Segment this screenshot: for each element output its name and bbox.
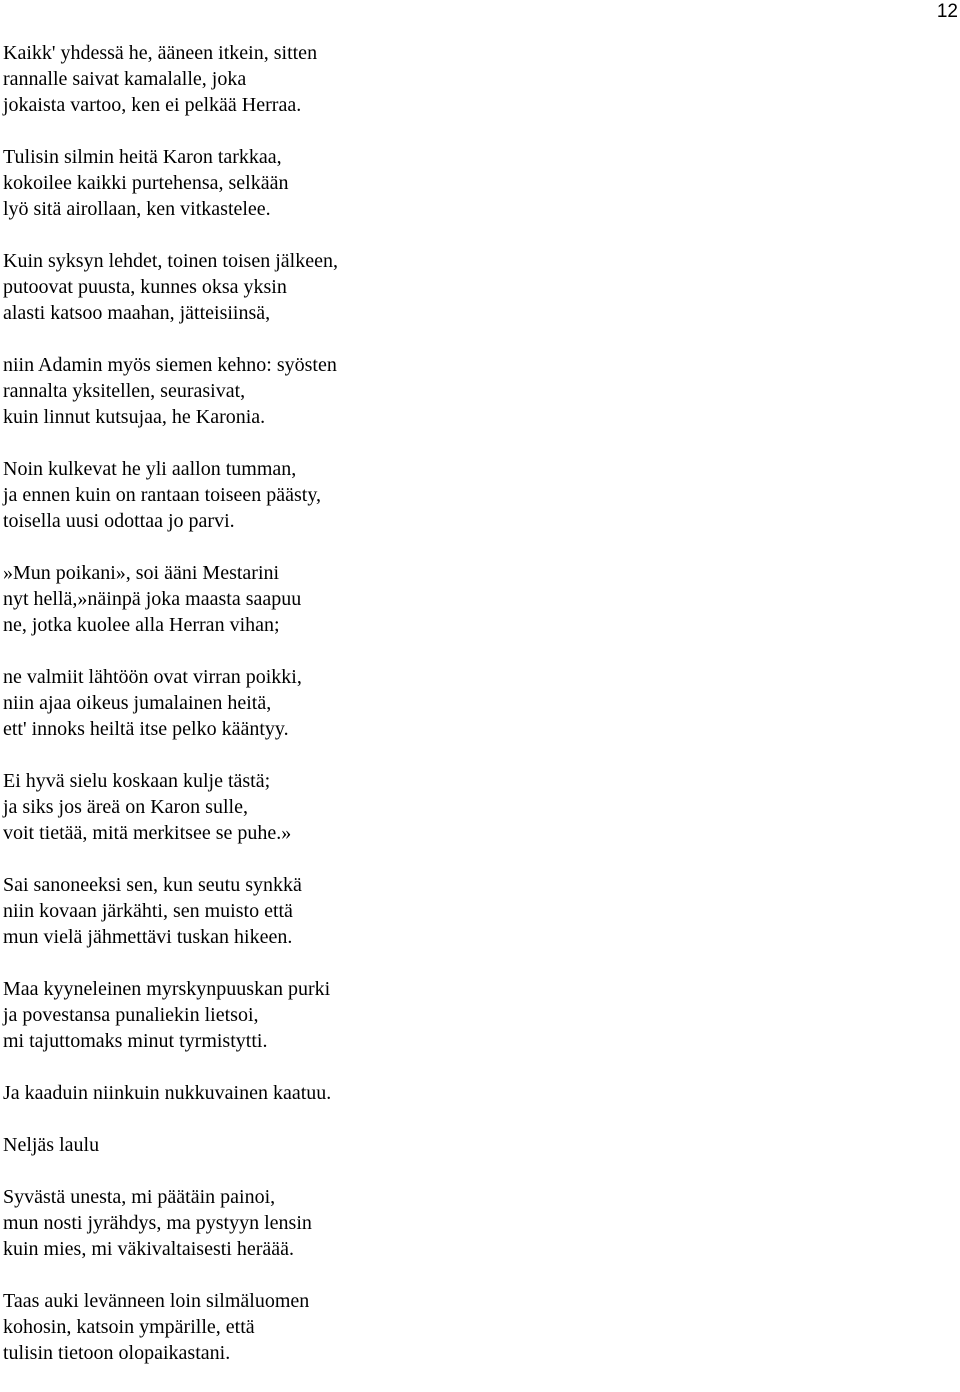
verse-line: mun vielä jähmettävi tuskan hikeen.: [3, 926, 293, 948]
stanza: [3, 1288, 338, 1366]
verse-line: ja ennen kuin on rantaan toiseen päästy,: [3, 484, 322, 506]
verse-line: Maa kyyneleinen myrskynpuuskan purki: [3, 978, 331, 1000]
verse-line: Noin kulkevat he yli aallon tumman,: [3, 458, 297, 480]
stanza: [3, 1132, 338, 1158]
verse-line: mun nosti jyrähdys, ma pystyyn lensin: [3, 1212, 312, 1234]
verse-line: Sai sanoneeksi sen, kun seutu synkkä: [3, 874, 302, 896]
stanza: [3, 768, 338, 846]
verse-line: putoovat puusta, kunnes oksa yksin: [3, 276, 287, 298]
verse-line: niin kovaan järkähti, sen muisto että: [3, 900, 293, 922]
verse-line: Ei hyvä sielu koskaan kulje tästä;: [3, 770, 271, 792]
verse-line: Syvästä unesta, mi päätäin painoi,: [3, 1186, 276, 1208]
poem-text: [3, 40, 338, 1392]
verse-line: toisella uusi odottaa jo parvi.: [3, 510, 235, 532]
verse-line: niin ajaa oikeus jumalainen heitä,: [3, 692, 272, 714]
verse-line: nyt hellä,»näinpä joka maasta saapuu: [3, 588, 302, 610]
verse-line: Tulisin silmin heitä Karon tarkkaa,: [3, 146, 282, 168]
stanza: [3, 664, 338, 742]
verse-line: alasti katsoo maahan, jätteisiinsä,: [3, 302, 271, 324]
page-number: 12: [936, 1, 958, 22]
verse-line: Ja kaaduin niinkuin nukkuvainen kaatuu.: [3, 1082, 332, 1104]
verse-line: rannalta yksitellen, seurasivat,: [3, 380, 246, 402]
verse-line: mi tajuttomaks minut tyrmistytti.: [3, 1030, 268, 1052]
verse-line: »Mun poikani», soi ääni Mestarini: [3, 562, 280, 584]
stanza: [3, 976, 338, 1054]
verse-line: ne, jotka kuolee alla Herran vihan;: [3, 614, 280, 636]
verse-line: kokoilee kaikki purtehensa, selkään: [3, 172, 289, 194]
verse-line: Kaikk' yhdessä he, ääneen itkein, sitten: [3, 42, 318, 64]
verse-line: niin Adamin myös siemen kehno: syösten: [3, 354, 337, 376]
stanza: [3, 144, 338, 222]
verse-line: ja povestansa punaliekin lietsoi,: [3, 1004, 259, 1026]
verse-line: Taas auki levänneen loin silmäluomen: [3, 1290, 310, 1312]
verse-line: kohosin, katsoin ympärille, että: [3, 1316, 255, 1338]
stanza: [3, 456, 338, 534]
stanza: [3, 40, 338, 118]
stanza: [3, 560, 338, 638]
verse-line: kuin mies, mi väkivaltaisesti heräää.: [3, 1238, 295, 1260]
verse-line: kuin linnut kutsujaa, he Karonia.: [3, 406, 266, 428]
verse-line: ja siks jos äreä on Karon sulle,: [3, 796, 248, 818]
verse-line: lyö sitä airollaan, ken vitkastelee.: [3, 198, 271, 220]
stanza: [3, 1184, 338, 1262]
stanza: [3, 248, 338, 326]
verse-line: Kuin syksyn lehdet, toinen toisen jälkeen,: [3, 250, 338, 272]
verse-line: Neljäs laulu: [3, 1134, 100, 1156]
stanza: [3, 352, 338, 430]
verse-line: rannalle saivat kamalalle, joka: [3, 68, 247, 90]
verse-line: voit tietää, mitä merkitsee se puhe.»: [3, 822, 292, 844]
verse-line: ne valmiit lähtöön ovat virran poikki,: [3, 666, 302, 688]
stanza: [3, 1080, 338, 1106]
verse-line: ett' innoks heiltä itse pelko kääntyy.: [3, 718, 289, 740]
stanza: [3, 872, 338, 950]
verse-line: tulisin tietoon olopaikastani.: [3, 1342, 231, 1364]
verse-line: jokaista vartoo, ken ei pelkää Herraa.: [3, 94, 302, 116]
